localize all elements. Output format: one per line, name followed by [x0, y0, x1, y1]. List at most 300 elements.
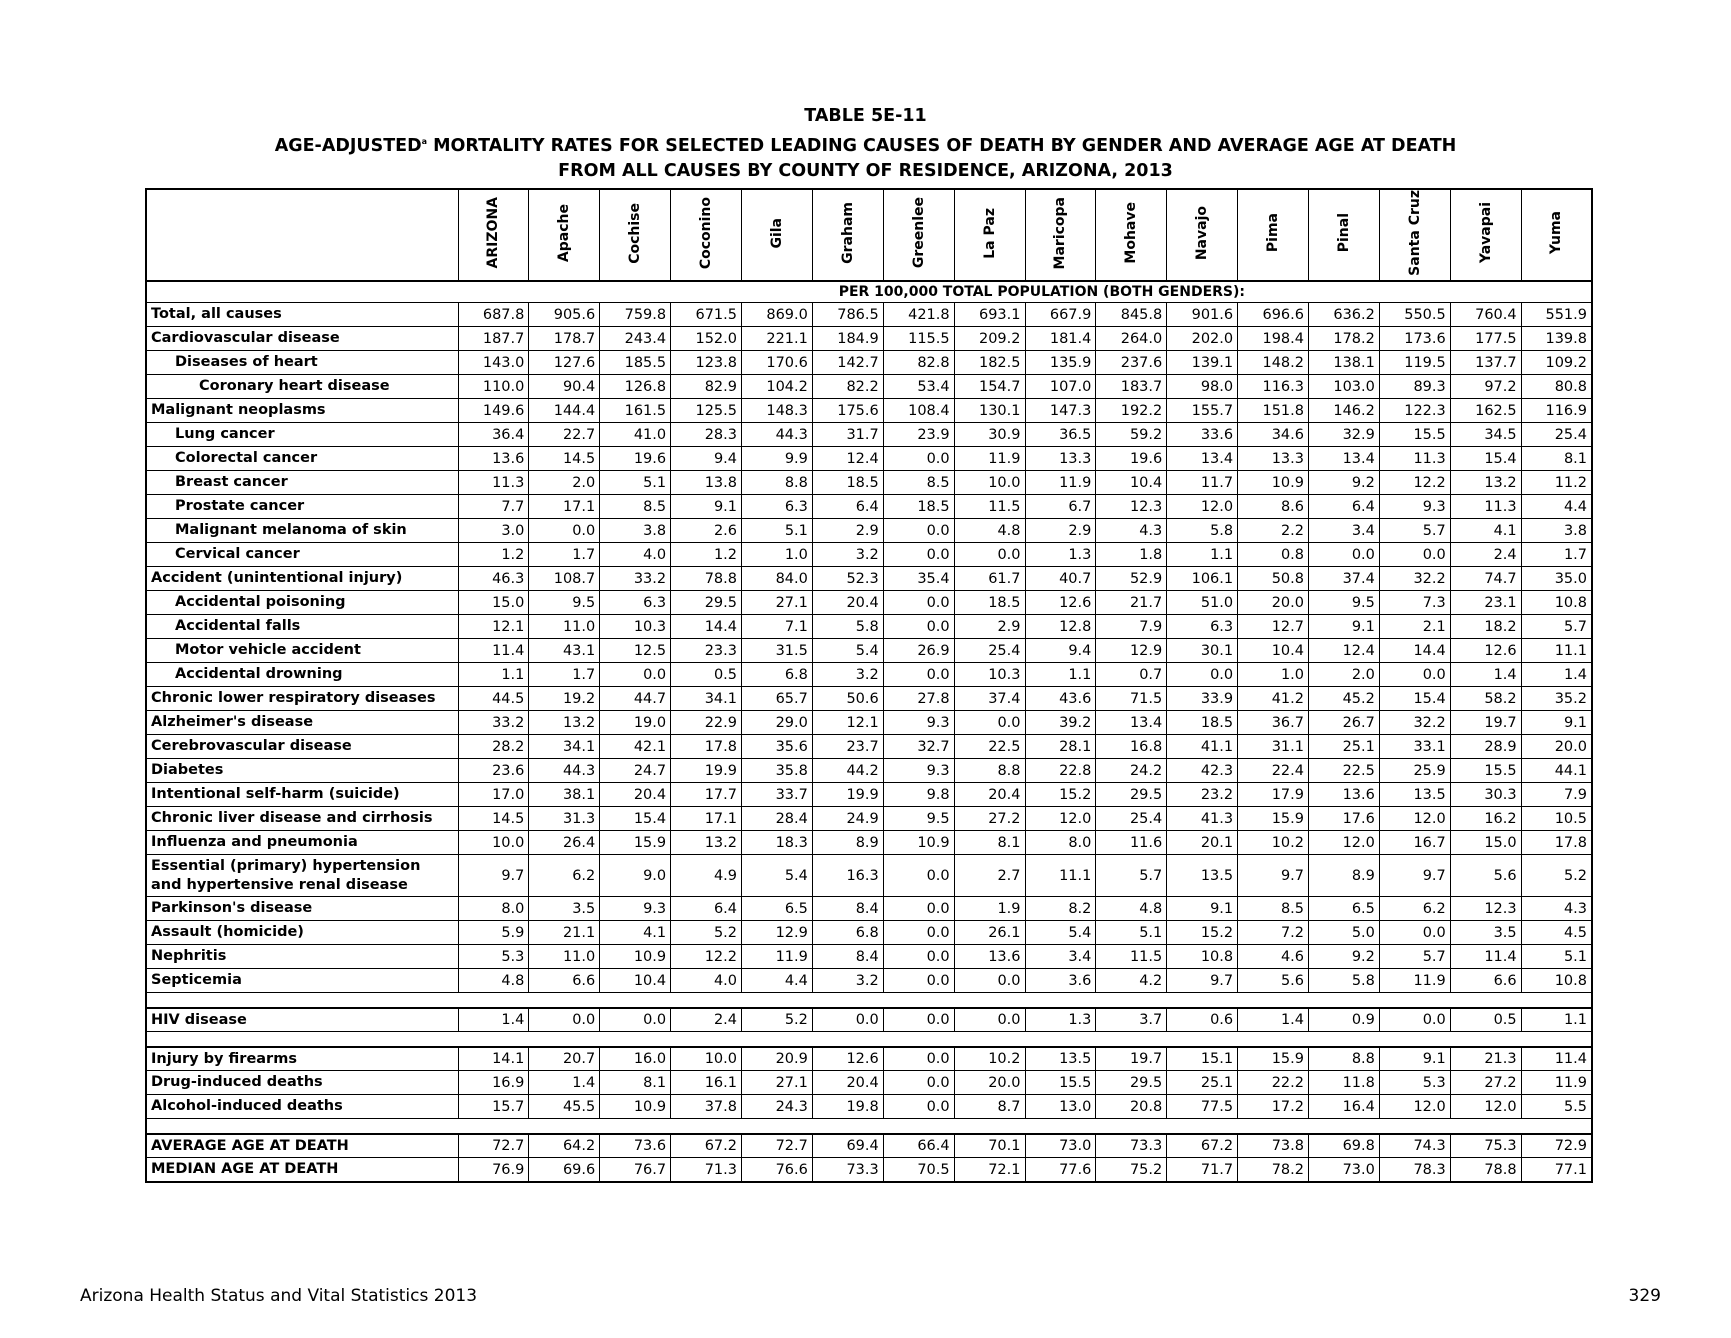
value-cell: 202.0 [1167, 327, 1238, 351]
value-cell: 27.2 [1450, 1071, 1521, 1095]
value-cell: 421.8 [883, 303, 954, 327]
value-cell: 122.3 [1379, 399, 1450, 423]
value-cell: 8.5 [1238, 897, 1309, 921]
column-header-label: Yavapai [1477, 202, 1494, 264]
value-cell: 1.3 [1025, 543, 1096, 567]
value-cell: 0.0 [1379, 663, 1450, 687]
value-cell: 10.5 [1521, 807, 1592, 831]
value-cell: 52.9 [1096, 567, 1167, 591]
value-cell: 33.7 [742, 783, 813, 807]
value-cell: 786.5 [812, 303, 883, 327]
column-header-label: Cochise [627, 202, 644, 264]
value-cell: 178.7 [529, 327, 600, 351]
value-cell: 0.5 [671, 663, 742, 687]
value-cell: 151.8 [1238, 399, 1309, 423]
table-row [146, 639, 1592, 663]
value-cell: 9.3 [883, 759, 954, 783]
value-cell: 35.0 [1521, 567, 1592, 591]
value-cell: 12.6 [812, 1047, 883, 1071]
value-cell: 41.2 [1238, 687, 1309, 711]
value-cell: 142.7 [812, 351, 883, 375]
value-cell: 16.8 [1096, 735, 1167, 759]
value-cell: 178.2 [1309, 327, 1380, 351]
value-cell: 20.4 [812, 591, 883, 615]
value-cell: 110.0 [458, 375, 529, 399]
value-cell: 66.4 [883, 1134, 954, 1158]
units-subheader: PER 100,000 TOTAL POPULATION (BOTH GENDERS): [146, 281, 1592, 303]
value-cell: 9.1 [1167, 897, 1238, 921]
mortality-table [145, 188, 1593, 1183]
value-cell: 25.4 [1096, 807, 1167, 831]
value-cell: 8.8 [742, 471, 813, 495]
value-cell: 73.6 [600, 1134, 671, 1158]
value-cell: 23.2 [1167, 783, 1238, 807]
value-cell: 198.4 [1238, 327, 1309, 351]
value-cell: 5.1 [742, 519, 813, 543]
value-cell: 11.3 [1450, 495, 1521, 519]
row-label [146, 1047, 458, 1071]
value-cell: 15.9 [600, 831, 671, 855]
value-cell: 15.4 [1450, 447, 1521, 471]
value-cell: 12.0 [1450, 1095, 1521, 1119]
value-cell: 119.5 [1379, 351, 1450, 375]
value-cell: 1.4 [529, 1071, 600, 1095]
value-cell: 9.1 [671, 495, 742, 519]
value-cell: 5.9 [458, 921, 529, 945]
column-header [883, 189, 954, 281]
value-cell: 6.5 [1309, 897, 1380, 921]
value-cell: 3.8 [1521, 519, 1592, 543]
row-label-text: Nephritis [151, 948, 227, 965]
value-cell: 10.9 [600, 1095, 671, 1119]
value-cell: 0.0 [883, 897, 954, 921]
value-cell: 12.4 [1309, 639, 1380, 663]
value-cell: 20.0 [1521, 735, 1592, 759]
value-cell: 14.5 [458, 807, 529, 831]
value-cell: 1.7 [1521, 543, 1592, 567]
value-cell: 5.7 [1521, 615, 1592, 639]
row-label [146, 399, 458, 423]
value-cell: 11.1 [1025, 855, 1096, 897]
row-label [146, 711, 458, 735]
value-cell: 10.2 [954, 1047, 1025, 1071]
row-label-text: Chronic liver disease and cirrhosis [151, 810, 433, 827]
value-cell: 41.1 [1167, 735, 1238, 759]
value-cell: 77.6 [1025, 1158, 1096, 1182]
column-header-label: Navajo [1194, 205, 1211, 260]
table-title-block [0, 104, 1731, 184]
value-cell: 11.9 [1521, 1071, 1592, 1095]
value-cell: 760.4 [1450, 303, 1521, 327]
value-cell: 11.4 [458, 639, 529, 663]
value-cell: 0.7 [1096, 663, 1167, 687]
value-cell: 39.2 [1025, 711, 1096, 735]
value-cell: 16.3 [812, 855, 883, 897]
value-cell: 38.1 [529, 783, 600, 807]
value-cell: 0.0 [883, 945, 954, 969]
value-cell: 19.6 [600, 447, 671, 471]
table-row [146, 759, 1592, 783]
value-cell: 19.7 [1096, 1047, 1167, 1071]
row-label-text: Cervical cancer [175, 546, 300, 563]
value-cell: 16.0 [600, 1047, 671, 1071]
value-cell: 5.6 [1450, 855, 1521, 897]
value-cell: 19.9 [671, 759, 742, 783]
value-cell: 70.1 [954, 1134, 1025, 1158]
table-row [146, 945, 1592, 969]
row-label [146, 591, 458, 615]
value-cell: 25.4 [1521, 423, 1592, 447]
value-cell: 41.3 [1167, 807, 1238, 831]
value-cell: 0.5 [1450, 1008, 1521, 1032]
value-cell: 25.4 [954, 639, 1025, 663]
row-label [146, 327, 458, 351]
value-cell: 143.0 [458, 351, 529, 375]
row-label-text: Malignant neoplasms [151, 402, 326, 419]
value-cell: 5.4 [812, 639, 883, 663]
value-cell: 29.5 [671, 591, 742, 615]
row-label [146, 783, 458, 807]
value-cell: 8.0 [1025, 831, 1096, 855]
value-cell: 173.6 [1379, 327, 1450, 351]
value-cell: 10.9 [883, 831, 954, 855]
value-cell: 869.0 [742, 303, 813, 327]
value-cell: 18.5 [954, 591, 1025, 615]
value-cell: 185.5 [600, 351, 671, 375]
value-cell: 97.2 [1450, 375, 1521, 399]
column-header [529, 189, 600, 281]
row-label [146, 945, 458, 969]
value-cell: 9.5 [529, 591, 600, 615]
value-cell: 6.3 [742, 495, 813, 519]
value-cell: 1.1 [1025, 663, 1096, 687]
value-cell: 20.0 [954, 1071, 1025, 1095]
group-spacer-row [146, 993, 1592, 1008]
value-cell: 52.3 [812, 567, 883, 591]
value-cell: 264.0 [1096, 327, 1167, 351]
value-cell: 9.7 [1167, 969, 1238, 993]
value-cell: 11.9 [742, 945, 813, 969]
row-label [146, 663, 458, 687]
value-cell: 905.6 [529, 303, 600, 327]
table-row [146, 591, 1592, 615]
value-cell: 71.3 [671, 1158, 742, 1182]
value-cell: 0.0 [600, 663, 671, 687]
column-header-label: Greenlee [910, 197, 927, 269]
value-cell: 12.3 [1096, 495, 1167, 519]
value-cell: 72.9 [1521, 1134, 1592, 1158]
value-cell: 183.7 [1096, 375, 1167, 399]
value-cell: 22.4 [1238, 759, 1309, 783]
value-cell: 10.9 [1238, 471, 1309, 495]
column-header-label: Mohave [1123, 202, 1140, 264]
value-cell: 16.1 [671, 1071, 742, 1095]
value-cell: 6.6 [529, 969, 600, 993]
value-cell: 37.4 [1309, 567, 1380, 591]
value-cell: 6.4 [812, 495, 883, 519]
value-cell: 177.5 [1450, 327, 1521, 351]
value-cell: 0.6 [1167, 1008, 1238, 1032]
value-cell: 144.4 [529, 399, 600, 423]
column-header [1450, 189, 1521, 281]
value-cell: 20.9 [742, 1047, 813, 1071]
value-cell: 4.1 [600, 921, 671, 945]
row-label-text: Accidental falls [175, 618, 301, 635]
value-cell: 759.8 [600, 303, 671, 327]
value-cell: 75.3 [1450, 1134, 1521, 1158]
value-cell: 15.5 [1025, 1071, 1096, 1095]
row-label-text: Malignant melanoma of skin [175, 522, 407, 539]
value-cell: 31.5 [742, 639, 813, 663]
value-cell: 0.0 [529, 1008, 600, 1032]
value-cell: 5.0 [1309, 921, 1380, 945]
value-cell: 0.0 [883, 447, 954, 471]
value-cell: 13.8 [671, 471, 742, 495]
value-cell: 5.1 [600, 471, 671, 495]
value-cell: 135.9 [1025, 351, 1096, 375]
column-header-label: Gila [768, 217, 785, 249]
value-cell: 29.5 [1096, 1071, 1167, 1095]
value-cell: 12.2 [1379, 471, 1450, 495]
value-cell: 24.2 [1096, 759, 1167, 783]
value-cell: 22.8 [1025, 759, 1096, 783]
value-cell: 16.9 [458, 1071, 529, 1095]
value-cell: 12.1 [458, 615, 529, 639]
row-label [146, 735, 458, 759]
value-cell: 12.0 [1167, 495, 1238, 519]
value-cell: 67.2 [1167, 1134, 1238, 1158]
value-cell: 2.4 [671, 1008, 742, 1032]
value-cell: 13.3 [1025, 447, 1096, 471]
table-row [146, 543, 1592, 567]
value-cell: 845.8 [1096, 303, 1167, 327]
value-cell: 20.0 [1238, 591, 1309, 615]
column-header-label: Maricopa [1052, 196, 1069, 270]
value-cell: 80.8 [1521, 375, 1592, 399]
group-spacer [146, 1032, 1592, 1047]
value-cell: 22.5 [954, 735, 1025, 759]
value-cell: 65.7 [742, 687, 813, 711]
value-cell: 0.0 [883, 855, 954, 897]
value-cell: 33.2 [458, 711, 529, 735]
value-cell: 6.8 [812, 921, 883, 945]
value-cell: 9.5 [1309, 591, 1380, 615]
value-cell: 25.1 [1167, 1071, 1238, 1095]
value-cell: 32.9 [1309, 423, 1380, 447]
value-cell: 4.1 [1450, 519, 1521, 543]
row-label-text: Breast cancer [175, 474, 288, 491]
value-cell: 0.0 [954, 1008, 1025, 1032]
value-cell: 187.7 [458, 327, 529, 351]
value-cell: 12.3 [1450, 897, 1521, 921]
value-cell: 182.5 [954, 351, 1025, 375]
value-cell: 5.3 [1379, 1071, 1450, 1095]
value-cell: 34.6 [1238, 423, 1309, 447]
row-label-text: Injury by firearms [151, 1050, 297, 1067]
value-cell: 77.5 [1167, 1095, 1238, 1119]
value-cell: 76.7 [600, 1158, 671, 1182]
value-cell: 30.9 [954, 423, 1025, 447]
value-cell: 0.0 [883, 615, 954, 639]
table-row [146, 615, 1592, 639]
value-cell: 12.8 [1025, 615, 1096, 639]
value-cell: 17.1 [671, 807, 742, 831]
row-label [146, 471, 458, 495]
value-cell: 12.0 [1025, 807, 1096, 831]
value-cell: 0.0 [883, 1047, 954, 1071]
value-cell: 36.4 [458, 423, 529, 447]
value-cell: 3.8 [600, 519, 671, 543]
value-cell: 175.6 [812, 399, 883, 423]
value-cell: 27.8 [883, 687, 954, 711]
footer-publication: Arizona Health Status and Vital Statistics 2013 [80, 1286, 478, 1306]
value-cell: 2.9 [1025, 519, 1096, 543]
row-label-text: Motor vehicle accident [175, 642, 361, 659]
value-cell: 2.6 [671, 519, 742, 543]
value-cell: 4.0 [600, 543, 671, 567]
row-label [146, 897, 458, 921]
row-label [146, 921, 458, 945]
value-cell: 72.7 [458, 1134, 529, 1158]
row-label-text: Alzheimer's disease [151, 714, 314, 731]
table-row [146, 327, 1592, 351]
column-header [600, 189, 671, 281]
value-cell: 28.2 [458, 735, 529, 759]
value-cell: 64.2 [529, 1134, 600, 1158]
value-cell: 15.0 [1450, 831, 1521, 855]
value-cell: 73.8 [1238, 1134, 1309, 1158]
row-label-text: Cardiovascular disease [151, 330, 340, 347]
value-cell: 20.4 [600, 783, 671, 807]
value-cell: 18.2 [1450, 615, 1521, 639]
value-cell: 155.7 [1167, 399, 1238, 423]
value-cell: 10.4 [1238, 639, 1309, 663]
value-cell: 2.4 [1450, 543, 1521, 567]
table-row [146, 711, 1592, 735]
value-cell: 11.4 [1450, 945, 1521, 969]
value-cell: 12.9 [1096, 639, 1167, 663]
table-row [146, 783, 1592, 807]
table-row [146, 471, 1592, 495]
table-row [146, 1095, 1592, 1119]
value-cell: 7.7 [458, 495, 529, 519]
value-cell: 8.4 [812, 945, 883, 969]
column-header-label: Apache [556, 203, 573, 262]
row-label-text: Essential (primary) hypertension [151, 857, 421, 874]
value-cell: 146.2 [1309, 399, 1380, 423]
value-cell: 74.7 [1450, 567, 1521, 591]
value-cell: 1.8 [1096, 543, 1167, 567]
value-cell: 8.8 [954, 759, 1025, 783]
value-cell: 33.2 [600, 567, 671, 591]
value-cell: 3.2 [812, 663, 883, 687]
value-cell: 50.8 [1238, 567, 1309, 591]
value-cell: 51.0 [1167, 591, 1238, 615]
row-label [146, 1008, 458, 1032]
row-label-text: MEDIAN AGE AT DEATH [151, 1161, 339, 1178]
value-cell: 5.2 [1521, 855, 1592, 897]
value-cell: 3.2 [812, 969, 883, 993]
value-cell: 20.1 [1167, 831, 1238, 855]
table-row [146, 663, 1592, 687]
value-cell: 13.4 [1096, 711, 1167, 735]
value-cell: 72.7 [742, 1134, 813, 1158]
value-cell: 152.0 [671, 327, 742, 351]
value-cell: 9.4 [1025, 639, 1096, 663]
value-cell: 13.2 [671, 831, 742, 855]
value-cell: 35.8 [742, 759, 813, 783]
footnote-marker: a [421, 137, 428, 146]
value-cell: 9.9 [742, 447, 813, 471]
row-label-text: Diseases of heart [175, 354, 318, 371]
row-label [146, 639, 458, 663]
value-cell: 0.0 [1309, 543, 1380, 567]
value-cell: 25.1 [1309, 735, 1380, 759]
value-cell: 13.2 [529, 711, 600, 735]
value-cell: 15.1 [1167, 1047, 1238, 1071]
value-cell: 41.0 [600, 423, 671, 447]
value-cell: 13.6 [458, 447, 529, 471]
value-cell: 2.7 [954, 855, 1025, 897]
value-cell: 17.6 [1309, 807, 1380, 831]
value-cell: 45.5 [529, 1095, 600, 1119]
value-cell: 4.3 [1096, 519, 1167, 543]
value-cell: 13.4 [1309, 447, 1380, 471]
table-row [146, 567, 1592, 591]
table-body [146, 303, 1592, 1182]
value-cell: 116.9 [1521, 399, 1592, 423]
title-prefix: AGE-ADJUSTED [274, 136, 422, 156]
value-cell: 33.1 [1379, 735, 1450, 759]
row-label [146, 423, 458, 447]
value-cell: 636.2 [1309, 303, 1380, 327]
value-cell: 154.7 [954, 375, 1025, 399]
row-label-text-line-2: and hypertensive renal disease [151, 876, 408, 893]
value-cell: 42.3 [1167, 759, 1238, 783]
value-cell: 3.5 [529, 897, 600, 921]
value-cell: 5.7 [1379, 519, 1450, 543]
value-cell: 89.3 [1379, 375, 1450, 399]
value-cell: 9.3 [1379, 495, 1450, 519]
column-header [954, 189, 1025, 281]
value-cell: 1.7 [529, 543, 600, 567]
value-cell: 15.0 [458, 591, 529, 615]
value-cell: 184.9 [812, 327, 883, 351]
value-cell: 44.3 [742, 423, 813, 447]
value-cell: 19.2 [529, 687, 600, 711]
value-cell: 33.6 [1167, 423, 1238, 447]
value-cell: 12.7 [1238, 615, 1309, 639]
row-label-text: Drug-induced deaths [151, 1074, 323, 1091]
value-cell: 181.4 [1025, 327, 1096, 351]
column-header-label: Pinal [1335, 213, 1352, 253]
row-label [146, 1134, 458, 1158]
value-cell: 149.6 [458, 399, 529, 423]
value-cell: 30.3 [1450, 783, 1521, 807]
value-cell: 137.7 [1450, 351, 1521, 375]
value-cell: 3.2 [812, 543, 883, 567]
value-cell: 3.6 [1025, 969, 1096, 993]
row-label [146, 303, 458, 327]
value-cell: 3.0 [458, 519, 529, 543]
row-label-text: Parkinson's disease [151, 900, 313, 917]
value-cell: 6.7 [1025, 495, 1096, 519]
value-cell: 17.0 [458, 783, 529, 807]
row-label-text: Prostate cancer [175, 498, 305, 515]
value-cell: 43.1 [529, 639, 600, 663]
value-cell: 11.8 [1309, 1071, 1380, 1095]
value-cell: 27.2 [954, 807, 1025, 831]
